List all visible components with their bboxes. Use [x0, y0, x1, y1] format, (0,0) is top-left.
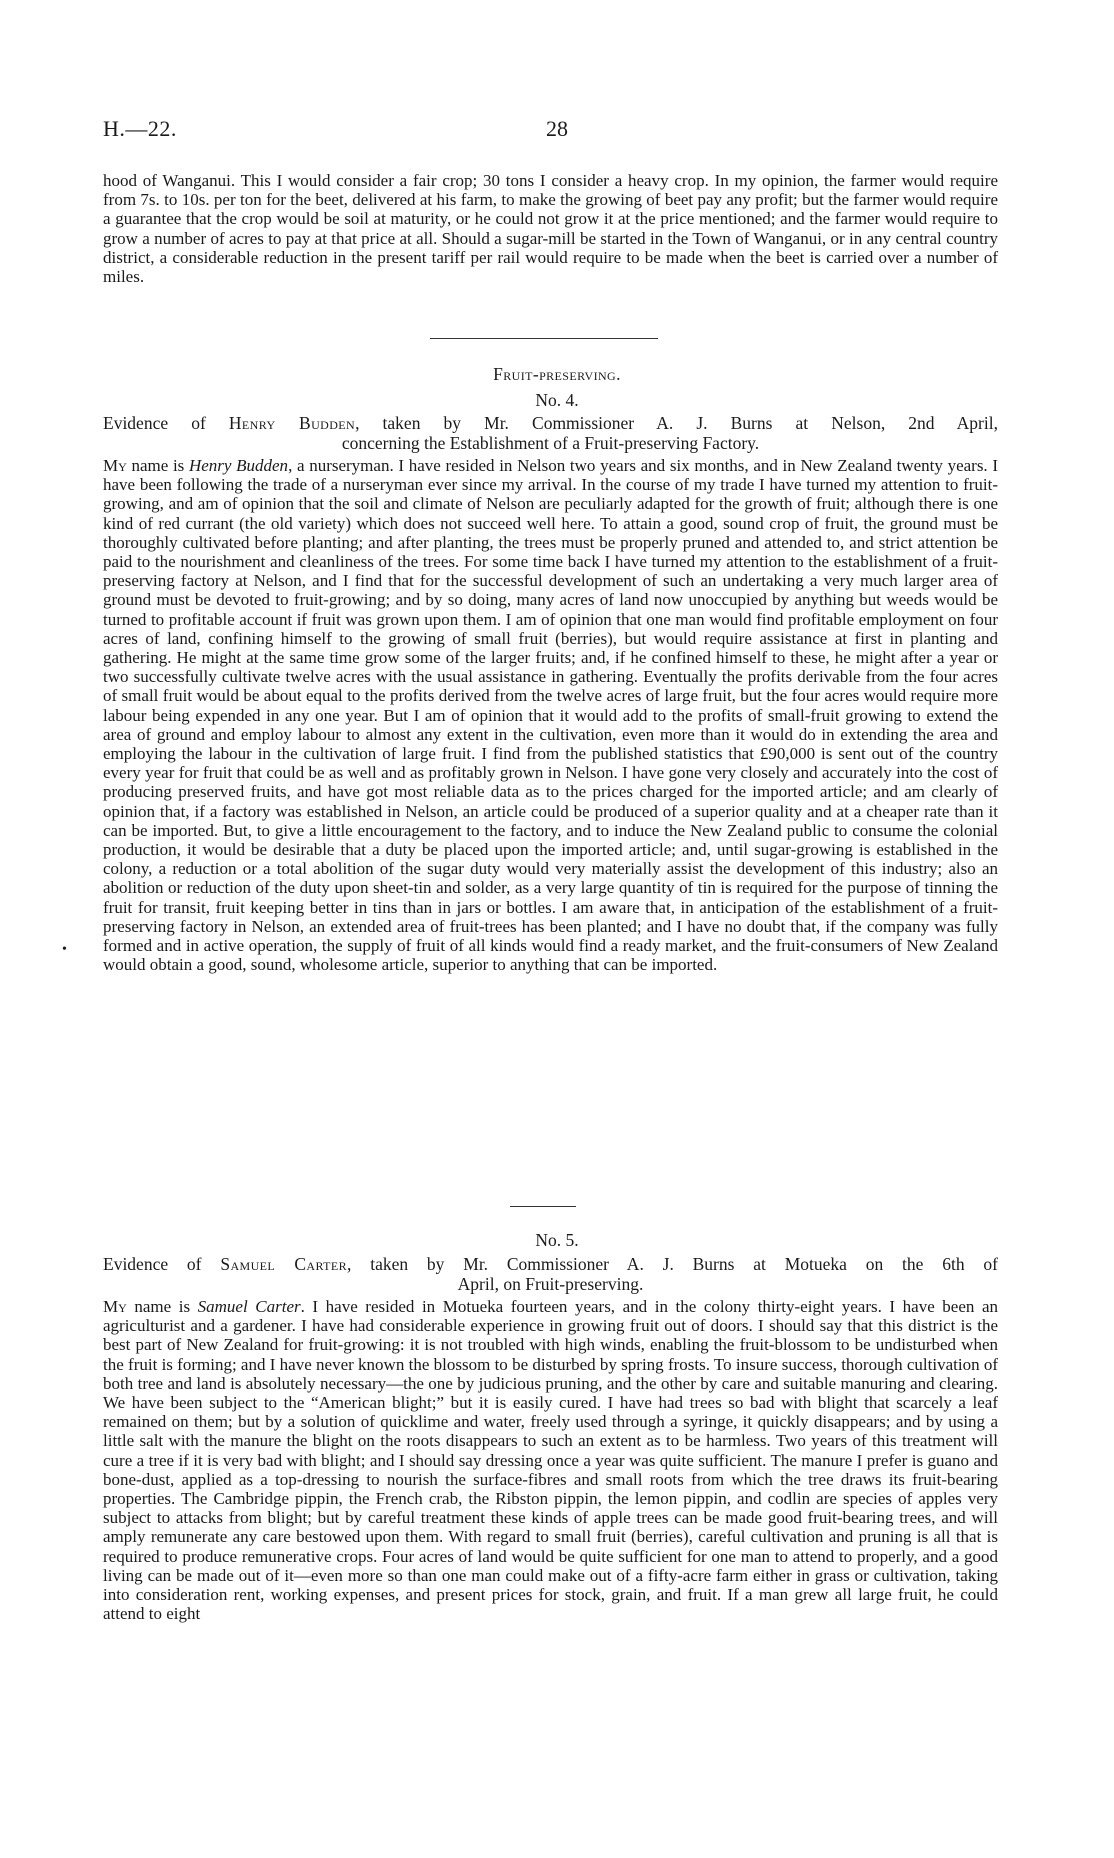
intro-paragraph-block — [103, 171, 998, 286]
name-intro: name is — [126, 456, 189, 475]
lead-word: My — [103, 456, 127, 475]
testimony-text: , a nurseryman. I have resided in Nelson two years and six months, and in New Zealand twenty years. I have been following the trade of a nurseryman ever since my arrival. In the course of my trade I have turned my attention to fruit-growing, and am of opinion that the soil and climate of Nelson are peculiarly adapted for the growth of fruit; although there is one kind of red currant (the old variety) which does not succeed well here. To attain a good, sound crop of fruit, the ground must be thoroughly cultivated before planting; and after planting, the trees must be properly pruned and attended to, and strict attention be paid to the nourishment and cleanliness of the trees. For some time back I have turned my attention to the establishment of a fruit-preserving factory at Nelson, and I find that for the successful development of such an undertaking a very much larger area of ground must be devoted to fruit-growing; and by so doing, many acres of land now unoccupied by anything but weeds would be turned to profitable account if fruit was grown upon them. I am of opinion that one man would find profitable employment on four acres of land, confining himself to the growing of small fruit (berries), but would require assistance at first in planting and gathering. He might at the same time grow some of the larger fruits; and, if he confined himself to these, he might after a year or two successfully cultivate twelve acres with the usual assistance in gathering. Eventually the profits derivable from the four acres of small fruit would be about equal to the profits derived from the twelve acres of large fruit, but the four acres would require more labour being expended in any one year. But I am of opinion that it would add to the profits of small-fruit growing to extend the area of ground and employ labour to almost any extent in the cultivation, even more than it would do in extending the area and employing the labour in the cultivation of large fruit. I find from the published statistics that £90,000 is sent out of the country every year for fruit that could be as well and as profitably grown in Nelson. I have gone very closely and accurately into the cost of producing preserved fruits, and have got most reliable data as to the prices charged for the imported article; and am clearly of opinion that, if a factory was established in Nelson, an article could be produced of a superior quality and at a cheaper rate than it can be imported. But, to give a little encouragement to the factory, and to induce the New Zealand public to consume the colonial production, it would be desirable that a duty be placed upon the imported article; and, until sugar-growing is established in the colony, a reduction or a total abolition of the sugar duty would very materially assist the development of this industry; also an abolition or reduction of the duty upon sheet-tin and solder, as a very large quantity of tin is required for the purpose of tinning the fruit for transit, fruit keeping better in tins than in jars or bottles. I am aware that, in anticipation of the establishment of a fruit-preserving factory in Nelson, an extended area of fruit-trees has been planted; and I have no doubt that, if the company was fully formed and in active operation, the supply of fruit of all kinds would find a ready market, and the fruit-consumers of New Zealand would obtain a good, sound, wholesome article, superior to anything that can be imported. — [103, 456, 999, 975]
evidence-5-heading-line-2: April, on Fruit-preserving. — [457, 1274, 644, 1294]
evidence-4-body-block — [103, 456, 998, 974]
witness-name: Henry Budden — [228, 413, 356, 433]
evidence-4-number: No. 4. — [535, 390, 579, 410]
margin-mark: • — [62, 942, 67, 957]
lead-word: My — [103, 1297, 127, 1316]
evidence-5-number: No. 5. — [535, 1230, 579, 1250]
evidence-5-heading — [103, 1254, 998, 1294]
evidence-4-heading-line-2: concerning the Establishment of a Fruit-preserving Factory. — [341, 433, 760, 453]
witness-name-italic: Henry Budden — [188, 456, 289, 475]
section-title: Fruit-preserving. — [493, 364, 621, 384]
witness-name-italic: Samuel Carter — [197, 1297, 301, 1316]
heading-detail: , taken by Mr. Commissioner A. J. Burns at Nelson, 2nd April, — [355, 413, 998, 433]
evidence-5-body-block — [103, 1297, 998, 1623]
evidence-4-body — [103, 456, 998, 974]
testimony-text: . I have resided in Motueka fourteen years, and in the colony thirty-eight years. I have been an agriculturist and a gardener. I have had considerable experience in growing fruit out of doors. I should say that this district is the best part of New Zealand for fruit-growing: it is not troubled with high winds, enabling the fruit-blossom to be undisturbed when the fruit is forming; and I have never known the blossom to be disturbed by spring frosts. To insure success, thorough cultivation of both tree and land is absolutely necessary—the one by judicious pruning, and the other by care and suitable manuring and clearing. We have been subject to the “American blight;” but it is easily cured. I have had trees so bad with blight that scarcely a leaf remained on them; but by a solution of quicklime and water, freely used through a syringe, it quickly disappears; and by using a little salt with the manure the blight on the roots disappears to such an extent as to be harmless. Two years of this treatment will cure a tree if it is very bad with blight; and I should say dressing once a year was quite sufficient. The manure I prefer is guano and bone-dust, applied as a top-dressing to nourish the surface-fibres and small roots from which the tree draws its fruit-bearing properties. The Cambridge pippin, the French crab, the Ribston pippin, the lemon pippin, and codlin are species of apples very subject to attacks from blight; but by careful treatment these kinds of apple trees can be made good fruit-bearing trees, and will amply remunerate any care bestowed upon them. With regard to small fruit (berries), careful cultivation and pruning is all that is required to produce remunerative crops. Four acres of land would be quite sufficient for one man to attend to properly, and a good living can be made out of it—even more so than one man could make out of a fifty-acre farm either in grass or cultivation, taking into consideration rent, working expenses, and present prices for stock, grain, and fruit. If a man grew all large fruit, he could attend to eight — [103, 1297, 999, 1624]
intro-paragraph: hood of Wanganui. This I would consider a fair crop; 30 tons I consider a heavy crop. In my opinion, the farmer would require from 7s. to 10s. per ton for the beet, delivered at his farm, to make the growing of beet pay any profit; but the farmer would require a guarantee that the crop would be soil at maturity, or he could not grow it at the price mentioned; and the farmer would require to grow a number of acres to pay at that price at all. Should a sugar-mill be started in the Town of Wanganui, or in any central country district, a considerable reduction in the present tariff per rail would require to be made when the beet is carried over a number of miles. — [103, 171, 998, 287]
evidence-4-heading-line-1 — [103, 413, 998, 433]
evidence-5-body — [103, 1297, 998, 1623]
evidence-divider — [510, 1206, 576, 1207]
heading-detail: , taken by Mr. Commissioner A. J. Burns at Motueka on the 6th of — [347, 1254, 998, 1274]
heading-prefix: Evidence of — [103, 1254, 221, 1274]
witness-name: Samuel Carter — [220, 1254, 348, 1274]
heading-prefix: Evidence of — [103, 413, 229, 433]
document-reference: H.—22. — [103, 116, 177, 141]
section-divider — [430, 338, 658, 339]
name-intro: name is — [126, 1297, 198, 1316]
page-number: 28 — [546, 116, 568, 141]
evidence-4-heading — [103, 413, 998, 453]
evidence-5-heading-line-1 — [103, 1254, 998, 1274]
